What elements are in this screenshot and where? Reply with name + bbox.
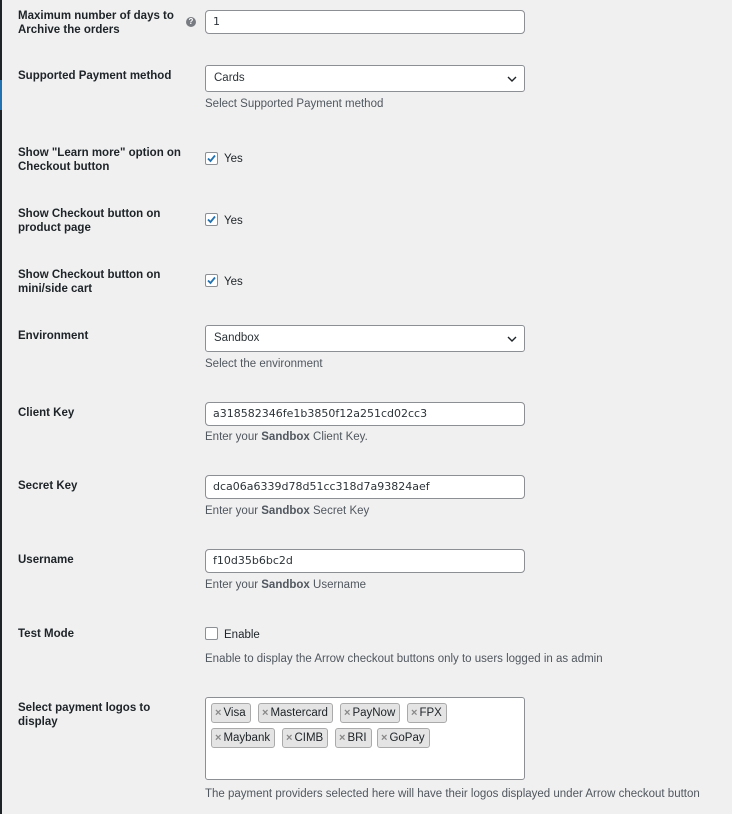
client-key-label: Client Key [18, 407, 75, 419]
tag-fpx [407, 703, 447, 723]
username-label: Username [18, 554, 74, 566]
test-mode-option: Enable [224, 629, 260, 641]
tag-visa [211, 703, 251, 723]
secret-key-desc-post: Secret Key [309, 505, 370, 517]
payment-logos-label: Select payment logos to display [18, 702, 151, 728]
remove-tag-icon[interactable]: × [215, 707, 222, 719]
payment-method-select[interactable] [205, 65, 525, 92]
remove-tag-icon[interactable]: × [411, 707, 418, 719]
test-mode-description: Enable to display the Arrow checkout buttons only to users logged in as admin [205, 653, 603, 665]
environment-select[interactable] [205, 325, 525, 352]
tag-label: Mastercard [270, 707, 328, 719]
payment-method-selected: Cards [214, 72, 245, 84]
payment-logos-multiselect[interactable] [205, 697, 525, 780]
username-input[interactable]: f10d35b6bc2d [205, 549, 525, 573]
environment-description: Select the environment [205, 358, 323, 370]
payment-method-description: Select Supported Payment method [205, 98, 384, 110]
tag-label: CIMB [294, 732, 324, 744]
client-key-desc-env: Sandbox [261, 431, 310, 443]
mini-cart-checkbox[interactable] [205, 274, 218, 287]
product-page-checkbox[interactable] [205, 213, 218, 226]
tag-bri [335, 728, 372, 748]
archive-days-label: Maximum number of days to Archive the orders [18, 10, 174, 36]
environment-label: Environment [18, 330, 89, 342]
remove-tag-icon[interactable]: × [215, 732, 222, 744]
secret-key-description [205, 504, 369, 518]
tag-maybank [211, 728, 275, 748]
secret-key-desc-env: Sandbox [261, 505, 310, 517]
test-mode-label: Test Mode [18, 628, 75, 640]
archive-days-input[interactable]: 1 [205, 10, 525, 34]
tag-mastercard [258, 703, 333, 723]
product-page-label: Show Checkout button on product page [18, 208, 161, 234]
secret-key-input[interactable]: dca06a6339d78d51cc318d7a93824aef [205, 475, 525, 499]
remove-tag-icon[interactable]: × [286, 732, 293, 744]
tag-label: FPX [419, 707, 442, 719]
secret-key-desc-pre: Enter your [205, 505, 262, 517]
mini-cart-label: Show Checkout button on mini/side cart [18, 269, 161, 295]
question-icon[interactable]: ? [186, 17, 196, 27]
chevron-down-icon [507, 334, 517, 344]
mini-cart-option: Yes [224, 276, 243, 288]
remove-tag-icon[interactable]: × [339, 732, 346, 744]
username-desc-pre: Enter your [205, 579, 262, 591]
checkmark-icon [206, 275, 217, 286]
tag-label: BRI [347, 732, 367, 744]
client-key-input[interactable]: a318582346fe1b3850f12a251cd02cc3 [205, 402, 525, 426]
tag-cimb [282, 728, 328, 748]
remove-tag-icon[interactable]: × [344, 707, 351, 719]
client-key-desc-pre: Enter your [205, 431, 262, 443]
admin-menu-active-indicator [0, 80, 2, 110]
learn-more-option: Yes [224, 153, 243, 165]
tag-label: GoPay [389, 732, 425, 744]
client-key-description [205, 430, 368, 444]
product-page-option: Yes [224, 215, 243, 227]
username-desc-post: Username [309, 579, 367, 591]
tag-paynow [340, 703, 400, 723]
admin-menu-edge [0, 0, 2, 814]
tag-gopay [377, 728, 430, 748]
secret-key-label: Secret Key [18, 480, 78, 492]
learn-more-checkbox[interactable] [205, 152, 218, 165]
remove-tag-icon[interactable]: × [381, 732, 388, 744]
chevron-down-icon [507, 74, 517, 84]
tag-label: Visa [223, 707, 246, 719]
tag-label: PayNow [352, 707, 396, 719]
environment-selected: Sandbox [214, 332, 260, 344]
payment-method-label: Supported Payment method [18, 70, 172, 82]
username-description [205, 578, 366, 592]
learn-more-label: Show "Learn more" option on Checkout button [18, 147, 181, 173]
test-mode-checkbox[interactable] [205, 627, 218, 640]
tag-label: Maybank [223, 732, 271, 744]
payment-logos-description: The payment providers selected here will have their logos displayed under Arrow checkout button [205, 788, 700, 800]
client-key-desc-post: Client Key. [309, 431, 368, 443]
username-desc-env: Sandbox [261, 579, 310, 591]
remove-tag-icon[interactable]: × [262, 707, 269, 719]
checkmark-icon [206, 214, 217, 225]
checkmark-icon [206, 153, 217, 164]
